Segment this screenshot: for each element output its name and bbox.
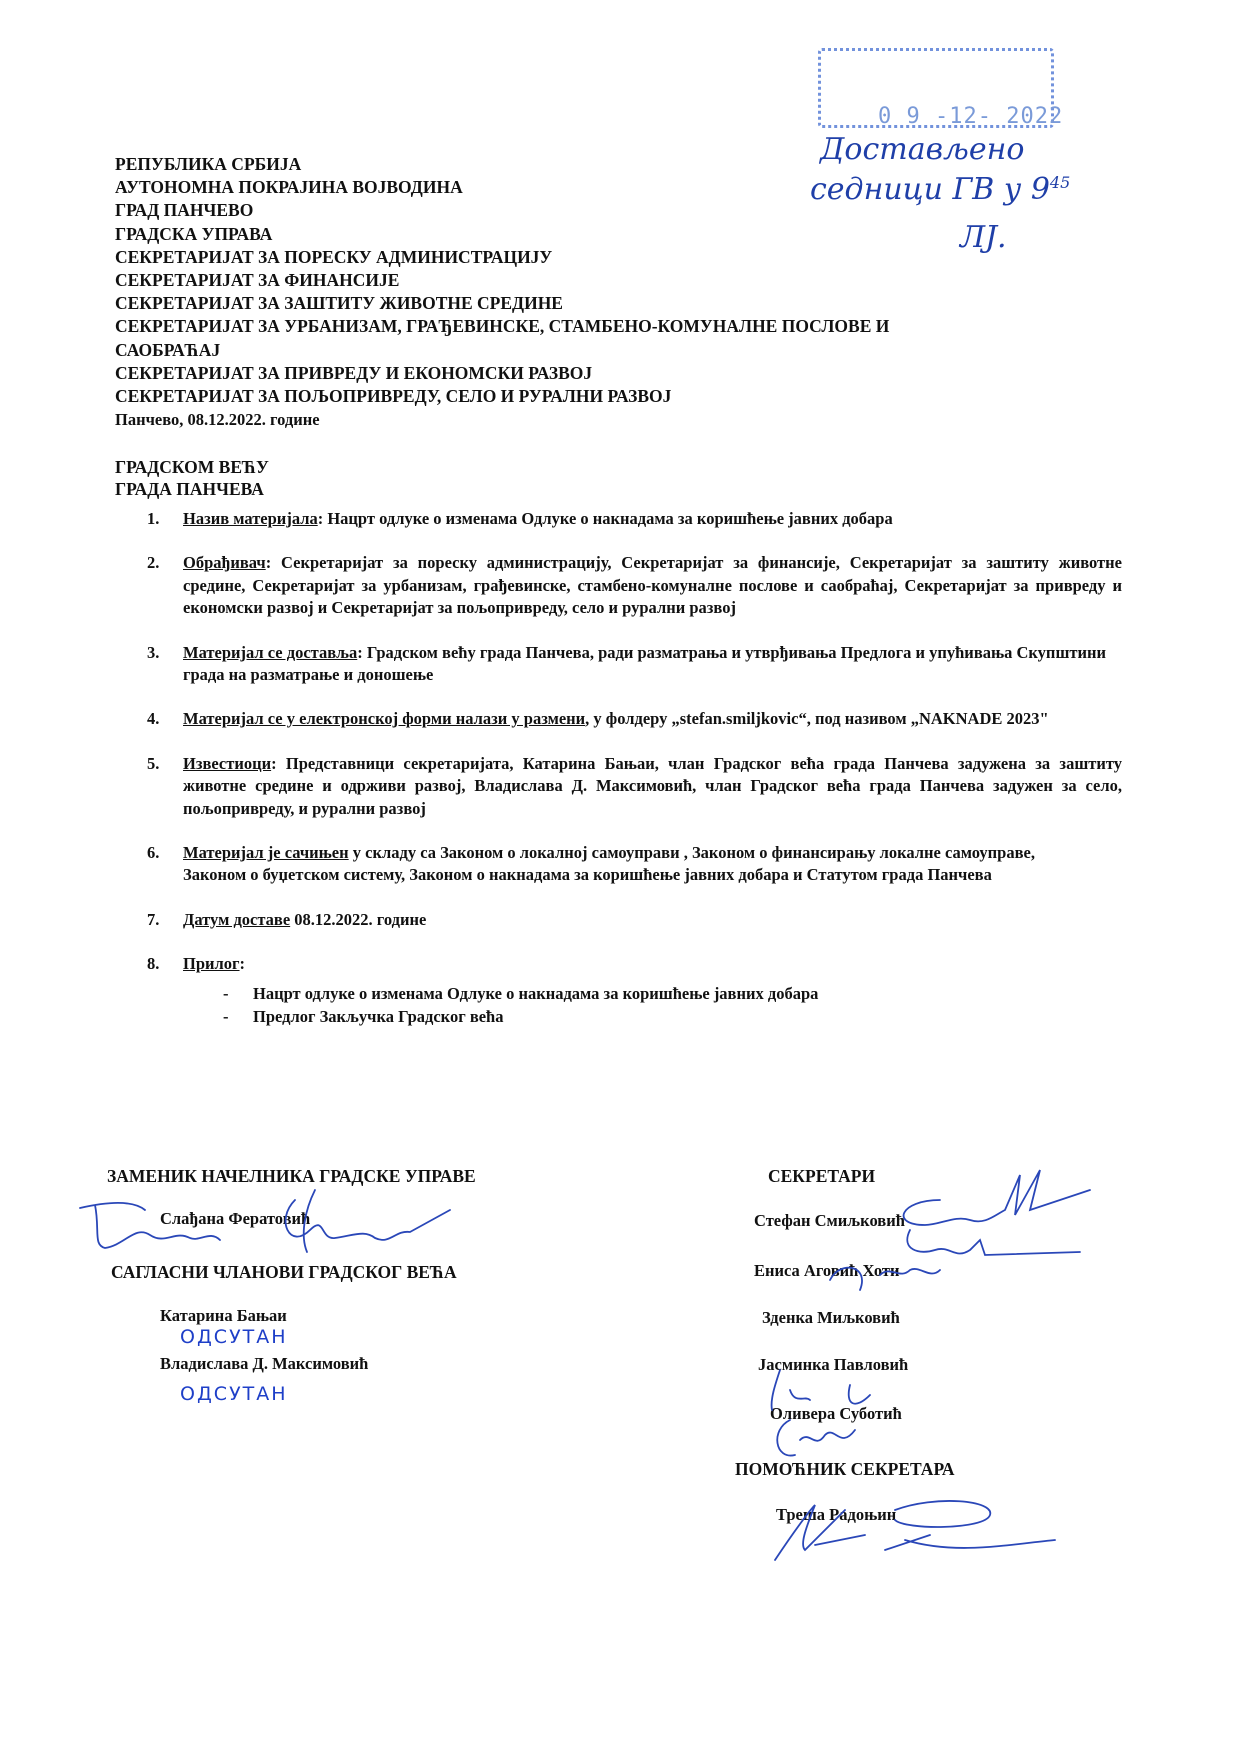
item-label: Обрађивач: [183, 553, 266, 573]
item-text: у складу са Законом о локалној самоуправи , Законом о финансирању локалне самоуправе, Законом о буџетском систему, Законом о накнадама за коришћење јавних добара и Статутом града Панчева: [183, 843, 1035, 885]
item-number: 5.: [147, 753, 160, 773]
item-separator: ,: [585, 709, 590, 729]
secretary-name: Стефан Смиљковић: [754, 1211, 905, 1230]
item-separator: :: [357, 642, 363, 662]
item-number: 8.: [147, 954, 160, 974]
header-line: СЕКРЕТАРИЈАТ ЗА ФИНАНСИЈЕ: [115, 270, 400, 291]
absent-note: ОДСУТАН: [180, 1383, 288, 1405]
item-body: [183, 552, 1122, 619]
document-header: [115, 153, 889, 431]
header-line: ГРАД ПАНЧЕВО: [115, 200, 254, 221]
item-number: 6.: [147, 843, 160, 863]
item-separator: :: [265, 553, 272, 573]
list-item: [147, 642, 1122, 687]
item-number: 2.: [147, 553, 160, 573]
item-label: Материјал је сачињен: [183, 843, 349, 863]
item-separator: :: [317, 509, 324, 528]
item-body: [183, 642, 1122, 687]
item-text: Нацрт одлуке о изменама Одлуке о накнадама за коришћење јавних добара: [323, 509, 893, 528]
item-list: [147, 508, 1122, 1028]
item-label: Материјал се у електронској форми налази у размени: [183, 709, 586, 729]
item-body: [183, 909, 1122, 931]
bullet-dash: -: [223, 983, 229, 1003]
bullet-dash: -: [223, 1006, 229, 1026]
stamp-date: 0 9 -12- 2022: [878, 104, 1064, 129]
list-item: [147, 909, 1122, 931]
item-label: Известиоци: [183, 753, 272, 773]
attachment-text: Предлог Закључка Градског већа: [253, 1006, 504, 1026]
stamp-time-superscript: 45: [1049, 173, 1071, 192]
deputy-signature: [75, 1190, 455, 1260]
secretaries-signatures: [880, 1170, 1100, 1290]
item-body: [183, 842, 1122, 887]
list-item: [147, 953, 1122, 975]
item-separator: :: [271, 753, 277, 773]
city-date: Панчево, 08.12.2022. године: [115, 410, 320, 430]
list-item: [147, 842, 1122, 887]
list-item: [147, 508, 1122, 530]
header-line: СЕКРЕТАРИЈАТ ЗА ЗАШТИТУ ЖИВОТНЕ СРЕДИНЕ: [115, 293, 563, 314]
header-line: ГРАДСКА УПРАВА: [115, 223, 273, 244]
item-text: Градском већу града Панчева, ради разматрања и утврђивања Предлога и упућивања Скупштини града на разматрање и доношење: [183, 642, 1106, 685]
stamp-initials: ЛЈ.: [960, 220, 1007, 255]
stamp-note-delivered: Достављено: [820, 132, 1025, 167]
item-text: 08.12.2022. године: [290, 909, 427, 929]
header-line: СЕКРЕТАРИЈАТ ЗА ПРИВРЕДУ И ЕКОНОМСКИ РАЗВОЈ: [115, 362, 593, 383]
header-line: СЕКРЕТАРИЈАТ ЗА ПОЉОПРИВРЕДУ, СЕЛО И РУРАЛНИ РАЗВОЈ: [115, 386, 672, 407]
list-item: [147, 753, 1122, 820]
header-line: АУТОНОМНА ПОКРАЈИНА ВОЈВОДИНА: [115, 177, 463, 198]
item-body: [183, 753, 1122, 820]
header-line: СЕКРЕТАРИЈАТ ЗА УРБАНИЗАМ, ГРАЂЕВИНСКЕ, СТАМБЕНО-КОМУНАЛНЕ ПОСЛОВЕ И: [115, 316, 890, 337]
deputy-title: ЗАМЕНИК НАЧЕЛНИКА ГРАДСКЕ УПРАВЕ: [107, 1166, 476, 1186]
header-line: РЕПУБЛИКА СРБИЈА: [115, 154, 302, 174]
item-label: Датум доставе: [183, 909, 291, 929]
attachment-item: [223, 982, 1122, 1005]
council-members-title: САГЛАСНИ ЧЛАНОВИ ГРАДСКОГ ВЕЋА: [111, 1262, 457, 1282]
list-item: [147, 708, 1122, 730]
assistant-secretary-title: ПОМОЋНИК СЕКРЕТАРА: [735, 1459, 955, 1479]
item-number: 3.: [147, 642, 160, 662]
addressee-line: ГРАДСКОМ ВЕЋУ: [115, 457, 269, 477]
addressee-line: ГРАДА ПАНЧЕВА: [115, 479, 264, 499]
item-body: [183, 508, 1122, 530]
secretaries-signatures-lower: [760, 1370, 920, 1460]
secretary-name: Зденка Миљковић: [762, 1308, 900, 1327]
item-label: Прилог: [183, 954, 240, 974]
stamp-note-session-text: седници ГВ у 9: [810, 172, 1050, 207]
assistant-secretary-name: Трешa Радоњин: [776, 1505, 897, 1524]
absent-note: ОДСУТАН: [180, 1326, 288, 1348]
council-member-name: Владислава Д. Максимовић: [160, 1354, 369, 1373]
secretary-name: Оливера Суботић: [770, 1404, 902, 1423]
item-separator: :: [239, 954, 246, 974]
item-label: Материјал се доставља: [183, 642, 358, 662]
item-text: у фолдеру „stefan.smiljkovic“, под називом „NAKNADE 2023": [589, 709, 1049, 729]
addressee: [115, 456, 269, 500]
council-member-name: Катарина Бањаи: [160, 1306, 287, 1325]
item-body: [183, 953, 1122, 975]
item-label: Назив материјала: [183, 509, 318, 528]
attachment-text: Нацрт одлуке о изменама Одлуке о накнадама за коришћење јавних добара: [253, 983, 819, 1003]
secretary-name: Ениса Аговић Хоти: [754, 1261, 900, 1280]
secretaries-title: СЕКРЕТАРИ: [768, 1166, 876, 1186]
header-line: СЕКРЕТАРИЈАТ ЗА ПОРЕСКУ АДМИНИСТРАЦИЈУ: [115, 246, 553, 267]
secretary-name: Јасминка Павловић: [758, 1355, 909, 1374]
assistant-signature: [755, 1490, 1055, 1570]
list-item: [147, 552, 1122, 619]
item-body: [183, 708, 1122, 730]
attachment-item: [223, 1005, 1122, 1028]
header-line: САОБРАЋАЈ: [115, 339, 221, 360]
item-text: Представници секретаријата, Катарина Бањаи, члан Градског већа града Панчева задужена за заштиту животне средине и одрживи развој, Владислава Д. Максимовић, члан Градског већа града Панчева задужен за село, пољопривреду, и рурални развој: [183, 753, 1122, 818]
item-number: 4.: [147, 709, 160, 729]
item-number: 7.: [147, 909, 160, 929]
deputy-name: Слађана Фератовић: [160, 1209, 311, 1228]
item-number: 1.: [147, 509, 160, 528]
item-text: Секретаријат за пореску администрацију, Секретаријат за финансије, Секретаријат за заштиту животне средине, Секретаријат за урбанизам, грађевинске, стамбено-комуналне послове и саобраћај, Секретаријат за привреду и економски развој и Секретаријат за пољопривреду, село и рурални развој: [183, 553, 1122, 618]
attachment-list: [147, 982, 1122, 1028]
